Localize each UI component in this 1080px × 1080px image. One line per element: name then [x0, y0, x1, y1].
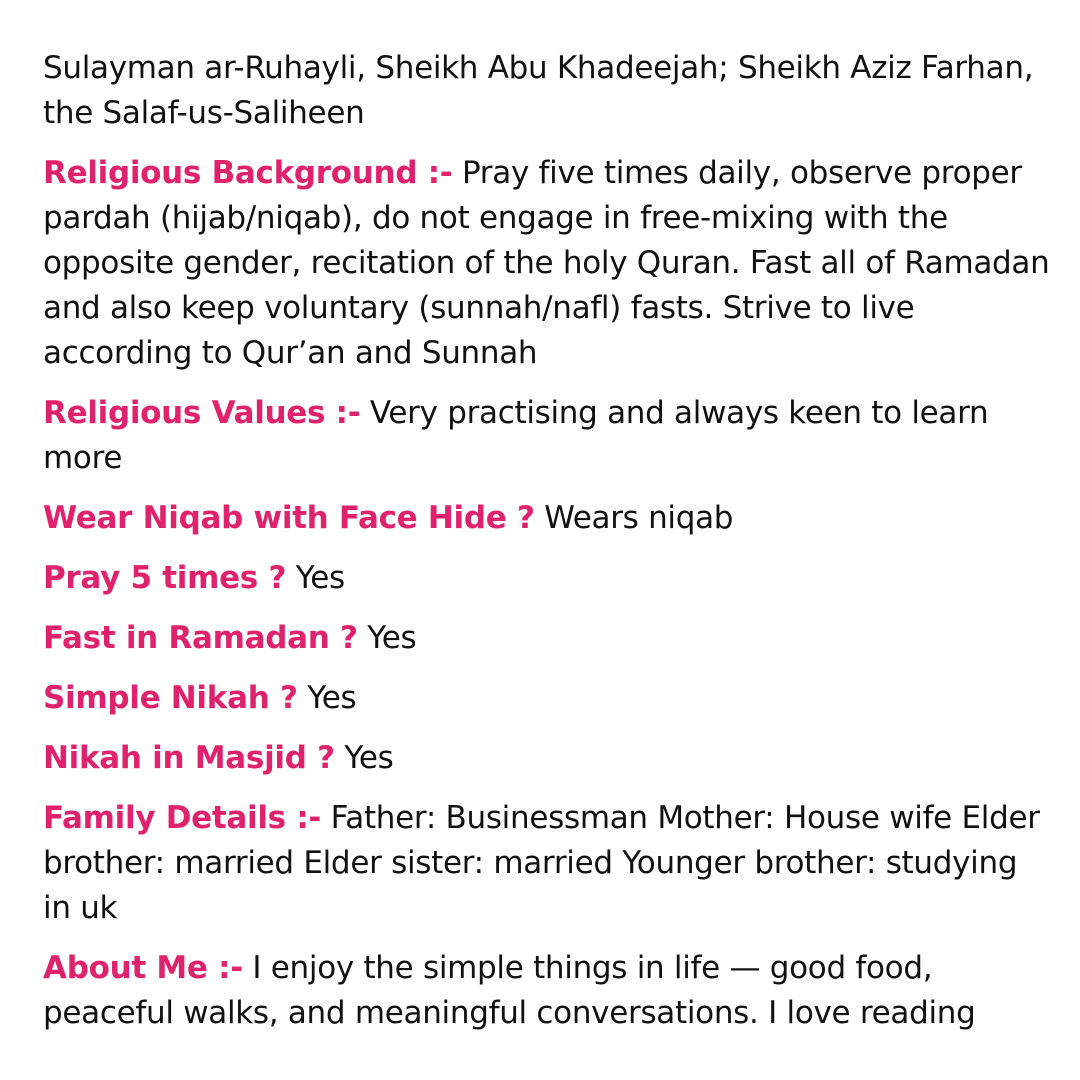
field-label: About Me :- [43, 950, 243, 986]
field-value: Pray five times daily, observe proper pardah (hijab/niqab), do not engage in free-mixing with the opposite gender, recitation of the holy Quran. Fast all of Ramadan and also keep voluntary (sunnah/nafl) fasts. Strive to live according to Qur’an and Sunnah [43, 155, 1050, 371]
field-fast-ramadan [43, 616, 1053, 661]
field-religious-values [43, 391, 1053, 481]
field-family-details [43, 796, 1053, 931]
field-label: Pray 5 times ? [43, 560, 287, 596]
field-label: Simple Nikah ? [43, 680, 298, 716]
intro-text: Sulayman ar-Ruhayli, Sheikh Abu Khadeejah; Sheikh Aziz Farhan, the Salaf-us-Saliheen [43, 50, 1034, 131]
field-value: Father: Businessman Mother: House wife Elder brother: married Elder sister: married Younger brother: studying in uk [43, 800, 1040, 926]
field-label: Religious Values :- [43, 395, 361, 431]
field-label: Nikah in Masjid ? [43, 740, 335, 776]
field-value: Yes [307, 680, 357, 716]
field-value: Wears niqab [544, 500, 734, 536]
field-value: Yes [344, 740, 394, 776]
scholars-intro [43, 46, 1053, 136]
field-pray-5-times [43, 556, 1053, 601]
field-label: Family Details :- [43, 800, 321, 836]
field-religious-background [43, 151, 1053, 376]
field-value: Yes [367, 620, 417, 656]
profile-details [43, 46, 1053, 1051]
field-value: I enjoy the simple things in life — good food, peaceful walks, and meaningful conversations. I love reading [43, 950, 976, 1031]
field-label: Wear Niqab with Face Hide ? [43, 500, 535, 536]
field-label: Fast in Ramadan ? [43, 620, 358, 656]
field-value: Yes [295, 560, 345, 596]
field-value: Very practising and always keen to learn more [43, 395, 989, 476]
field-label: Religious Background :- [43, 155, 453, 191]
field-about-me [43, 946, 1053, 1036]
field-niqab [43, 496, 1053, 541]
field-simple-nikah [43, 676, 1053, 721]
field-nikah-masjid [43, 736, 1053, 781]
